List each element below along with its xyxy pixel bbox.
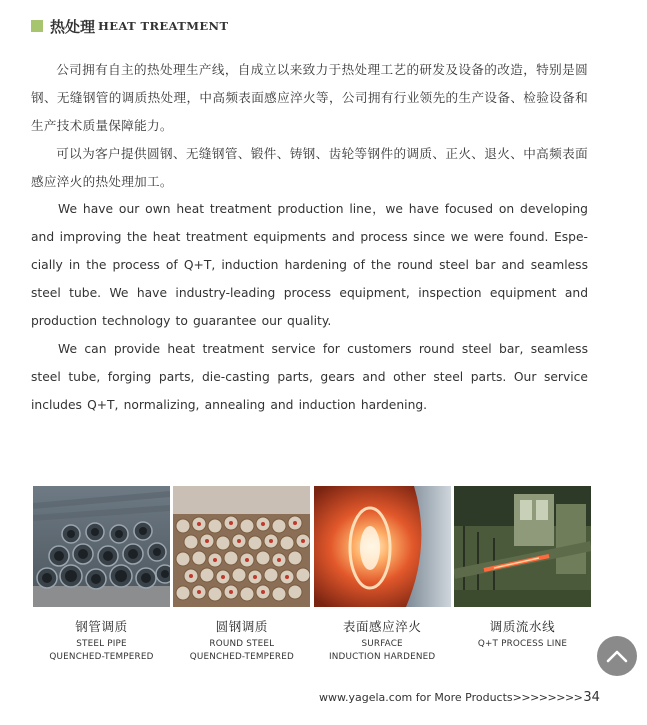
round-steel-photo [173, 486, 310, 607]
paragraph-cn-1: 公司拥有自主的热处理生产线，自成立以来致力于热处理工艺的研发及设备的改造，特别是圆钢、无缝钢管的调质热处理，中高频表面感应淬火等，公司拥有行业领先的生产设备、检验设备和生产技术质量保障能力。 [31, 62, 588, 133]
caption-en-line-2: QUENCHED-TEMPERED [49, 652, 154, 662]
paragraph-en-2: We can provide heat treatment service for customers round steel bar, seamless steel tube, forging parts, die-casting parts, gears and other steel parts. Our service includes Q+T, normalizing, annealing and induction hardening. [31, 342, 588, 412]
caption-cn: 钢管调质 [75, 619, 128, 634]
caption-en [190, 638, 294, 664]
gallery-item-steel-pipe [33, 486, 170, 664]
section-title [31, 16, 228, 36]
chinese-description [31, 56, 588, 196]
caption-en-line-1: Q+T PROCESS LINE [477, 639, 568, 649]
caption-en [329, 638, 435, 664]
paragraph-cn-2: 可以为客户提供圆钢、无缝钢管、锻件、铸钢、齿轮等钢件的调质、正火、退火、中高频表面感应淬火的热处理加工。 [31, 146, 588, 189]
page-footer [319, 690, 600, 705]
paragraph-en-1: We have our own heat treatment production line，we have focused on developing and improving the heat treatment equipments and process since we were found. Espe-cially in the process of Q+T, induction hardening of the round steel bar and seamless steel tube. We have industry-leading process equipment, inspection equipment and production technology to guarantee our quality. [31, 202, 588, 328]
caption-en [49, 638, 153, 664]
section-title-en: HEAT TREATMENT [98, 19, 229, 33]
scroll-top-button[interactable] [597, 636, 637, 676]
caption-cn: 调质流水线 [489, 619, 556, 634]
caption-en [478, 638, 567, 651]
gallery-item-round-steel [173, 486, 310, 664]
caption-en-line-1: STEEL PIPE [76, 639, 127, 649]
caption-en-line-1: ROUND STEEL [209, 639, 275, 649]
caption-cn: 表面感应淬火 [342, 619, 422, 634]
caption-cn: 圆钢调质 [215, 619, 269, 634]
chevron-up-icon [606, 649, 628, 663]
process-line-photo [454, 486, 591, 607]
induction-hardening-photo [314, 486, 451, 607]
gallery-item-induction-hardening [314, 486, 451, 664]
section-title-cn: 热处理 [50, 17, 96, 36]
caption-en-line-2: INDUCTION HARDENED [328, 652, 436, 662]
footer-arrows: >>>>>>>> [512, 691, 583, 704]
caption-en-line-2: QUENCHED-TEMPERED [189, 652, 294, 662]
gallery-item-process-line [454, 486, 591, 664]
footer-link[interactable]: www.yagela.com for More Products [319, 691, 513, 704]
title-marker-square [31, 20, 43, 32]
steel-pipe-photo [33, 486, 170, 607]
page-number: 34 [583, 690, 600, 705]
caption-en-line-1: SURFACE [361, 639, 403, 649]
english-description [31, 195, 588, 419]
process-gallery [33, 486, 591, 664]
